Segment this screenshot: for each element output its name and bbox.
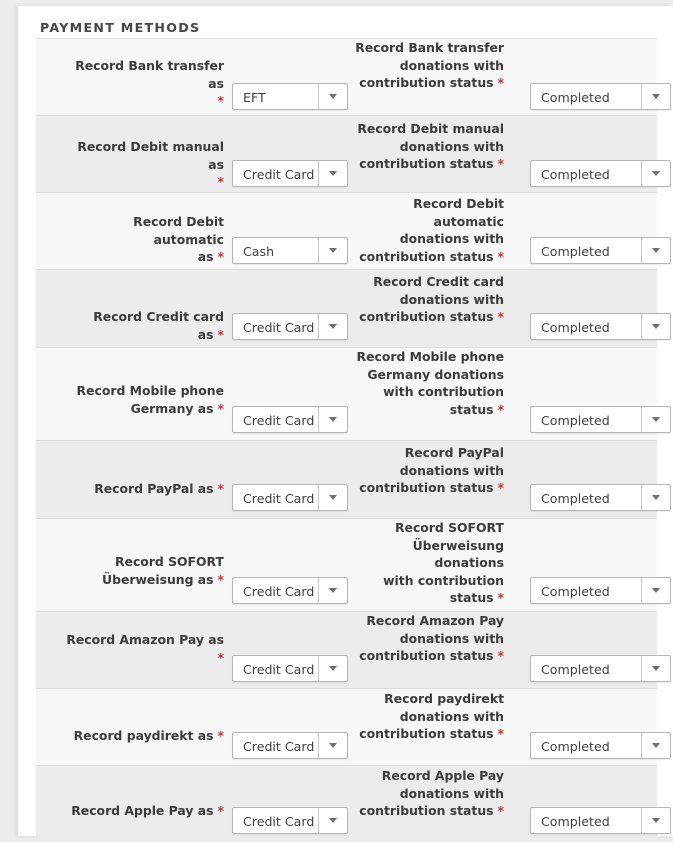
status-label-text: donations with <box>399 138 504 154</box>
required-asterisk: * <box>497 156 504 171</box>
method-label-text: Record SOFORT <box>115 554 224 569</box>
method-label-text: Record paydirekt as <box>73 728 214 743</box>
chevron-down-icon <box>329 171 337 176</box>
contribution-status-select-value: Completed <box>541 90 610 105</box>
status-label-text: Record paydirekt <box>384 691 504 706</box>
contribution-status-select[interactable] <box>530 484 671 511</box>
status-label <box>339 120 504 173</box>
status-label-text: Record Debit automatic <box>413 196 504 229</box>
status-label-text: Record Mobile phone <box>356 349 504 364</box>
financial-type-select[interactable] <box>232 807 348 834</box>
financial-type-select-value: Credit Card <box>243 491 315 506</box>
chevron-down-icon <box>652 171 660 176</box>
chevron-down-icon <box>329 94 337 99</box>
contribution-status-select[interactable] <box>530 655 671 682</box>
required-asterisk: * <box>217 481 224 496</box>
method-label-text: Record Amazon Pay as <box>66 632 224 647</box>
payment-method-row <box>36 38 657 115</box>
status-label-text: donations with <box>399 231 504 246</box>
financial-type-select[interactable] <box>232 577 348 604</box>
required-asterisk: * <box>217 174 224 189</box>
status-label-text: Germany donations <box>367 366 504 382</box>
chevron-down-icon <box>652 818 660 823</box>
method-label-text: Record Credit card as <box>93 309 224 342</box>
contribution-status-select-value: Completed <box>541 320 610 335</box>
status-label-text: contribution status <box>359 156 494 171</box>
financial-type-select-value: Credit Card <box>243 662 315 677</box>
required-asterisk: * <box>217 728 224 743</box>
status-label-text: donations with <box>399 785 504 801</box>
contribution-status-select-value: Completed <box>541 491 610 506</box>
dropdown-toggle[interactable] <box>641 485 670 510</box>
status-label-text: with contribution <box>383 384 504 399</box>
status-label <box>339 767 504 820</box>
payment-methods-list <box>36 38 657 842</box>
financial-type-select-value: EFT <box>243 90 266 105</box>
method-label <box>64 308 224 343</box>
payment-method-row <box>36 518 657 611</box>
status-label <box>339 195 504 265</box>
method-label-text: Record Debit manual as <box>77 139 224 172</box>
method-label <box>64 213 224 266</box>
contribution-status-select-value: Completed <box>541 739 610 754</box>
status-label-text: Record Apple Pay <box>381 768 504 783</box>
required-asterisk: * <box>497 648 504 663</box>
method-label-text: Record Debit automatic <box>133 214 224 247</box>
status-label <box>339 612 504 665</box>
financial-type-select-value: Credit Card <box>243 167 315 182</box>
payment-method-row <box>36 688 657 765</box>
method-label-text: Record Apple Pay as <box>71 803 214 818</box>
chevron-down-icon <box>329 248 337 253</box>
chevron-down-icon <box>652 324 660 329</box>
payment-method-row <box>36 347 657 440</box>
method-label <box>64 57 224 110</box>
contribution-status-select[interactable] <box>530 577 671 604</box>
status-label-text: contribution status <box>359 648 494 663</box>
chevron-down-icon <box>652 94 660 99</box>
chevron-down-icon <box>329 495 337 500</box>
chevron-down-icon <box>329 324 337 329</box>
method-label-text: Germany as <box>130 400 214 416</box>
payment-method-row <box>36 269 657 347</box>
required-asterisk: * <box>217 649 224 665</box>
dropdown-toggle[interactable] <box>641 314 670 339</box>
contribution-status-select-value: Completed <box>541 244 610 259</box>
status-label <box>339 348 504 418</box>
status-label-text: Record Amazon Pay <box>366 613 504 628</box>
required-asterisk: * <box>217 93 224 108</box>
status-label-text: donations with <box>399 630 504 646</box>
required-asterisk: * <box>497 803 504 818</box>
status-label-text: status <box>449 401 494 417</box>
method-label-text: Überweisung as <box>102 571 214 587</box>
contribution-status-select-value: Completed <box>541 814 610 829</box>
dropdown-toggle[interactable] <box>641 808 670 833</box>
financial-type-select[interactable] <box>232 313 348 340</box>
status-label-text: Record Debit manual <box>357 121 504 136</box>
payment-method-row <box>36 115 657 192</box>
status-label <box>339 444 504 497</box>
status-label-text: contribution status <box>359 309 494 324</box>
payment-method-row <box>36 765 657 842</box>
contribution-status-select-value: Completed <box>541 662 610 677</box>
method-label <box>64 480 224 498</box>
chevron-down-icon <box>329 818 337 823</box>
required-asterisk: * <box>217 571 224 587</box>
status-label <box>339 39 504 92</box>
status-label-text: donations with <box>399 708 504 724</box>
dropdown-toggle[interactable] <box>641 733 670 758</box>
chevron-down-icon <box>652 248 660 253</box>
method-label <box>64 727 224 745</box>
status-label-text: contribution status <box>359 75 494 90</box>
financial-type-select[interactable] <box>232 484 348 511</box>
status-label-text: Record Credit card <box>373 274 504 289</box>
method-label <box>64 138 224 191</box>
method-label-text: Record Bank transfer as <box>75 58 224 91</box>
status-label-text: donations with <box>399 57 504 73</box>
contribution-status-select-value: Completed <box>541 413 610 428</box>
contribution-status-select-value: Completed <box>541 167 610 182</box>
section-title: PAYMENT METHODS <box>40 20 201 35</box>
required-asterisk: * <box>217 400 224 416</box>
contribution-status-select[interactable] <box>530 406 671 433</box>
dropdown-toggle[interactable] <box>641 578 670 603</box>
financial-type-select[interactable] <box>232 655 348 682</box>
chevron-down-icon <box>329 743 337 748</box>
status-label <box>339 519 504 607</box>
required-asterisk: * <box>497 248 504 264</box>
chevron-down-icon <box>652 588 660 593</box>
financial-type-select-value: Credit Card <box>243 584 315 599</box>
required-asterisk: * <box>497 309 504 324</box>
dropdown-toggle[interactable] <box>641 407 670 432</box>
status-label-text: contribution status <box>359 248 494 264</box>
payment-method-row <box>36 611 657 688</box>
required-asterisk: * <box>497 480 504 495</box>
financial-type-select-value: Credit Card <box>243 814 315 829</box>
financial-type-select[interactable] <box>232 83 348 110</box>
status-label-text: Record SOFORT <box>395 520 504 535</box>
financial-type-select-value: Cash <box>243 244 275 259</box>
financial-type-select[interactable] <box>232 406 348 433</box>
payment-method-row <box>36 192 657 269</box>
contribution-status-select[interactable] <box>530 237 671 264</box>
dropdown-toggle[interactable] <box>641 161 670 186</box>
chevron-down-icon <box>329 588 337 593</box>
method-label <box>64 802 224 820</box>
status-label-text: Überweisung donations <box>412 537 504 570</box>
required-asterisk: * <box>217 249 224 264</box>
status-label <box>339 273 504 326</box>
contribution-status-select[interactable] <box>530 83 671 110</box>
required-asterisk: * <box>497 590 504 605</box>
status-label-text: Record Bank transfer <box>355 40 504 55</box>
method-label <box>64 631 224 666</box>
method-label-text: Record PayPal as <box>94 481 214 496</box>
contribution-status-select[interactable] <box>530 807 671 834</box>
contribution-status-select[interactable] <box>530 313 671 340</box>
status-label-text: contribution status <box>359 480 494 495</box>
status-label-text: Record PayPal <box>404 445 504 460</box>
dropdown-toggle[interactable] <box>641 656 670 681</box>
status-label-text: donations with <box>399 462 504 478</box>
dropdown-toggle[interactable] <box>641 238 670 263</box>
chevron-down-icon <box>329 666 337 671</box>
required-asterisk: * <box>217 326 224 342</box>
status-label <box>339 690 504 743</box>
payment-method-row <box>36 440 657 518</box>
financial-type-select[interactable] <box>232 732 348 759</box>
method-label <box>64 553 224 588</box>
method-label-text: as <box>197 249 214 264</box>
chevron-down-icon <box>652 743 660 748</box>
required-asterisk: * <box>497 75 504 90</box>
financial-type-select[interactable] <box>232 160 348 187</box>
contribution-status-select[interactable] <box>530 160 671 187</box>
required-asterisk: * <box>497 726 504 741</box>
method-label <box>64 382 224 417</box>
status-label-text: contribution status <box>359 726 494 741</box>
contribution-status-select-value: Completed <box>541 584 610 599</box>
dropdown-toggle[interactable] <box>641 84 670 109</box>
required-asterisk: * <box>497 401 504 417</box>
financial-type-select-value: Credit Card <box>243 320 315 335</box>
chevron-down-icon <box>652 666 660 671</box>
status-label-text: donations with <box>399 291 504 307</box>
chevron-down-icon <box>329 417 337 422</box>
status-label-text: status <box>449 590 494 605</box>
status-label-text: contribution status <box>359 803 494 818</box>
financial-type-select-value: Credit Card <box>243 413 315 428</box>
contribution-status-select[interactable] <box>530 732 671 759</box>
method-label-text: Record Mobile phone <box>76 383 224 398</box>
required-asterisk: * <box>217 803 224 818</box>
status-label-text: with contribution <box>383 572 504 588</box>
chevron-down-icon <box>652 495 660 500</box>
chevron-down-icon <box>652 417 660 422</box>
financial-type-select[interactable] <box>232 237 348 264</box>
financial-type-select-value: Credit Card <box>243 739 315 754</box>
settings-panel <box>18 6 673 836</box>
